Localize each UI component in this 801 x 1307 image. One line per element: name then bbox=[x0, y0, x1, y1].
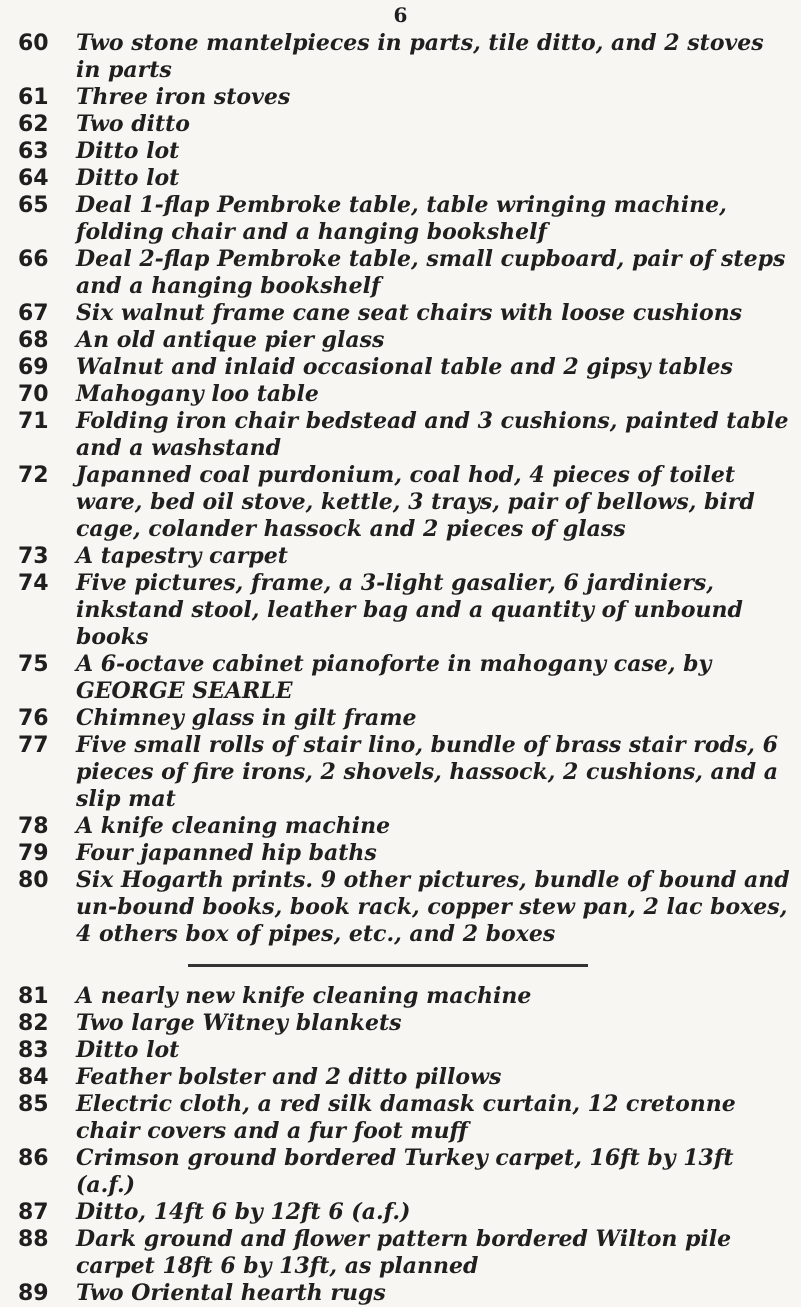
lot-description: Two stone mantelpieces in parts, tile ditto, and 2 stoves in parts bbox=[76, 30, 764, 83]
page-number: 6 bbox=[393, 3, 408, 27]
lot-number: 62 bbox=[18, 112, 49, 137]
lot-number: 65 bbox=[18, 193, 49, 218]
lot-number: 79 bbox=[18, 841, 49, 866]
lot-entry bbox=[18, 705, 793, 732]
lot-list bbox=[18, 30, 793, 1307]
lot-number: 77 bbox=[18, 733, 49, 758]
lot-description: Folding iron chair bedstead and 3 cushions, painted table and a washstand bbox=[76, 408, 789, 461]
lot-description: Four japanned hip baths bbox=[76, 840, 377, 866]
lot-description: Three iron stoves bbox=[76, 84, 291, 110]
lot-number: 88 bbox=[18, 1227, 49, 1252]
lot-entry bbox=[18, 651, 793, 705]
lot-entry bbox=[18, 1037, 793, 1064]
lot-description: Electric cloth, a red silk damask curtain, 12 cretonne chair covers and a fur foot muff bbox=[76, 1091, 736, 1144]
lot-number: 73 bbox=[18, 544, 49, 569]
lot-number: 60 bbox=[18, 31, 49, 56]
lot-entry bbox=[18, 813, 793, 840]
lot-number: 75 bbox=[18, 652, 49, 677]
lot-entry bbox=[18, 1010, 793, 1037]
lot-entry bbox=[18, 381, 793, 408]
lot-description: Chimney glass in gilt frame bbox=[76, 705, 417, 731]
lot-number: 69 bbox=[18, 355, 49, 380]
lot-list-part-2 bbox=[18, 983, 793, 1307]
lot-number: 84 bbox=[18, 1065, 49, 1090]
lot-description: An old antique pier glass bbox=[76, 327, 385, 353]
lot-entry bbox=[18, 1091, 793, 1145]
lot-number: 87 bbox=[18, 1200, 49, 1225]
lot-number: 89 bbox=[18, 1281, 49, 1306]
lot-entry bbox=[18, 354, 793, 381]
lot-entry bbox=[18, 1226, 793, 1280]
lot-description: Walnut and inlaid occasional table and 2 gipsy tables bbox=[76, 354, 733, 380]
lot-description: A knife cleaning machine bbox=[76, 813, 391, 839]
lot-entry bbox=[18, 1145, 793, 1199]
lot-entry bbox=[18, 138, 793, 165]
lot-entry bbox=[18, 1199, 793, 1226]
lot-number: 78 bbox=[18, 814, 49, 839]
lot-number: 70 bbox=[18, 382, 49, 407]
lot-number: 63 bbox=[18, 139, 49, 164]
lot-number: 68 bbox=[18, 328, 49, 353]
lot-description: Five small rolls of stair lino, bundle of brass stair rods, 6 pieces of fire irons, 2 shovels, hassock, 2 cushions, and a slip mat bbox=[76, 732, 779, 812]
lot-entry bbox=[18, 408, 793, 462]
lot-number: 67 bbox=[18, 301, 49, 326]
lot-list-part-1 bbox=[18, 30, 793, 948]
lot-number: 71 bbox=[18, 409, 49, 434]
lot-description: Mahogany loo table bbox=[76, 381, 319, 407]
lot-entry bbox=[18, 1280, 793, 1307]
lot-description: A 6-octave cabinet pianoforte in mahogany case, by GEORGE SEARLE bbox=[76, 651, 712, 704]
lot-number: 86 bbox=[18, 1146, 49, 1171]
lot-description: A nearly new knife cleaning machine bbox=[76, 983, 532, 1009]
lot-number: 82 bbox=[18, 1011, 49, 1036]
section-divider bbox=[188, 964, 588, 967]
lot-number: 72 bbox=[18, 463, 49, 488]
lot-entry bbox=[18, 543, 793, 570]
lot-entry bbox=[18, 192, 793, 246]
lot-number: 80 bbox=[18, 868, 49, 893]
lot-description: Two ditto bbox=[76, 111, 190, 137]
lot-description: A tapestry carpet bbox=[76, 543, 288, 569]
lot-description: Deal 2-flap Pembroke table, small cupboard, pair of steps and a hanging bookshelf bbox=[76, 246, 786, 299]
lot-entry bbox=[18, 84, 793, 111]
lot-entry bbox=[18, 840, 793, 867]
lot-description: Ditto lot bbox=[76, 1037, 180, 1063]
lot-number: 66 bbox=[18, 247, 49, 272]
lot-entry bbox=[18, 462, 793, 543]
lot-description: Ditto lot bbox=[76, 138, 180, 164]
lot-entry bbox=[18, 867, 793, 948]
lot-number: 74 bbox=[18, 571, 49, 596]
lot-entry bbox=[18, 165, 793, 192]
lot-description: Two large Witney blankets bbox=[76, 1010, 402, 1036]
lot-description: Dark ground and flower pattern bordered Wilton pile carpet 18ft 6 by 13ft, as planned bbox=[76, 1226, 732, 1279]
lot-entry bbox=[18, 300, 793, 327]
lot-description: Six walnut frame cane seat chairs with loose cushions bbox=[76, 300, 743, 326]
lot-description: Deal 1-flap Pembroke table, table wringing machine, folding chair and a hanging bookshelf bbox=[76, 192, 727, 245]
lot-entry bbox=[18, 246, 793, 300]
lot-entry bbox=[18, 983, 793, 1010]
lot-description: Japanned coal purdonium, coal hod, 4 pieces of toilet ware, bed oil stove, kettle, 3 trays, pair of bellows, bird cage, colander hassock and 2 pieces of glass bbox=[76, 462, 755, 542]
lot-entry bbox=[18, 327, 793, 354]
lot-entry bbox=[18, 570, 793, 651]
lot-entry bbox=[18, 111, 793, 138]
lot-description: Six Hogarth prints. 9 other pictures, bundle of bound and un-bound books, book rack, copper stew pan, 2 lac boxes, 4 others box of pipes, etc., and 2 boxes bbox=[76, 867, 790, 947]
lot-number: 61 bbox=[18, 85, 49, 110]
lot-entry bbox=[18, 1064, 793, 1091]
lot-number: 81 bbox=[18, 984, 49, 1009]
lot-description: Ditto lot bbox=[76, 165, 180, 191]
lot-number: 76 bbox=[18, 706, 49, 731]
lot-entry bbox=[18, 30, 793, 84]
lot-description: Crimson ground bordered Turkey carpet, 16ft by 13ft (a.f.) bbox=[76, 1145, 734, 1198]
lot-description: Ditto, 14ft 6 by 12ft 6 (a.f.) bbox=[76, 1199, 411, 1225]
lot-number: 64 bbox=[18, 166, 49, 191]
lot-entry bbox=[18, 732, 793, 813]
lot-number: 85 bbox=[18, 1092, 49, 1117]
lot-description: Five pictures, frame, a 3-light gasalier, 6 jardiniers, inkstand stool, leather bag and a quantity of unbound books bbox=[76, 570, 743, 650]
lot-description: Two Oriental hearth rugs bbox=[76, 1280, 386, 1306]
lot-number: 83 bbox=[18, 1038, 49, 1063]
lot-description: Feather bolster and 2 ditto pillows bbox=[76, 1064, 502, 1090]
